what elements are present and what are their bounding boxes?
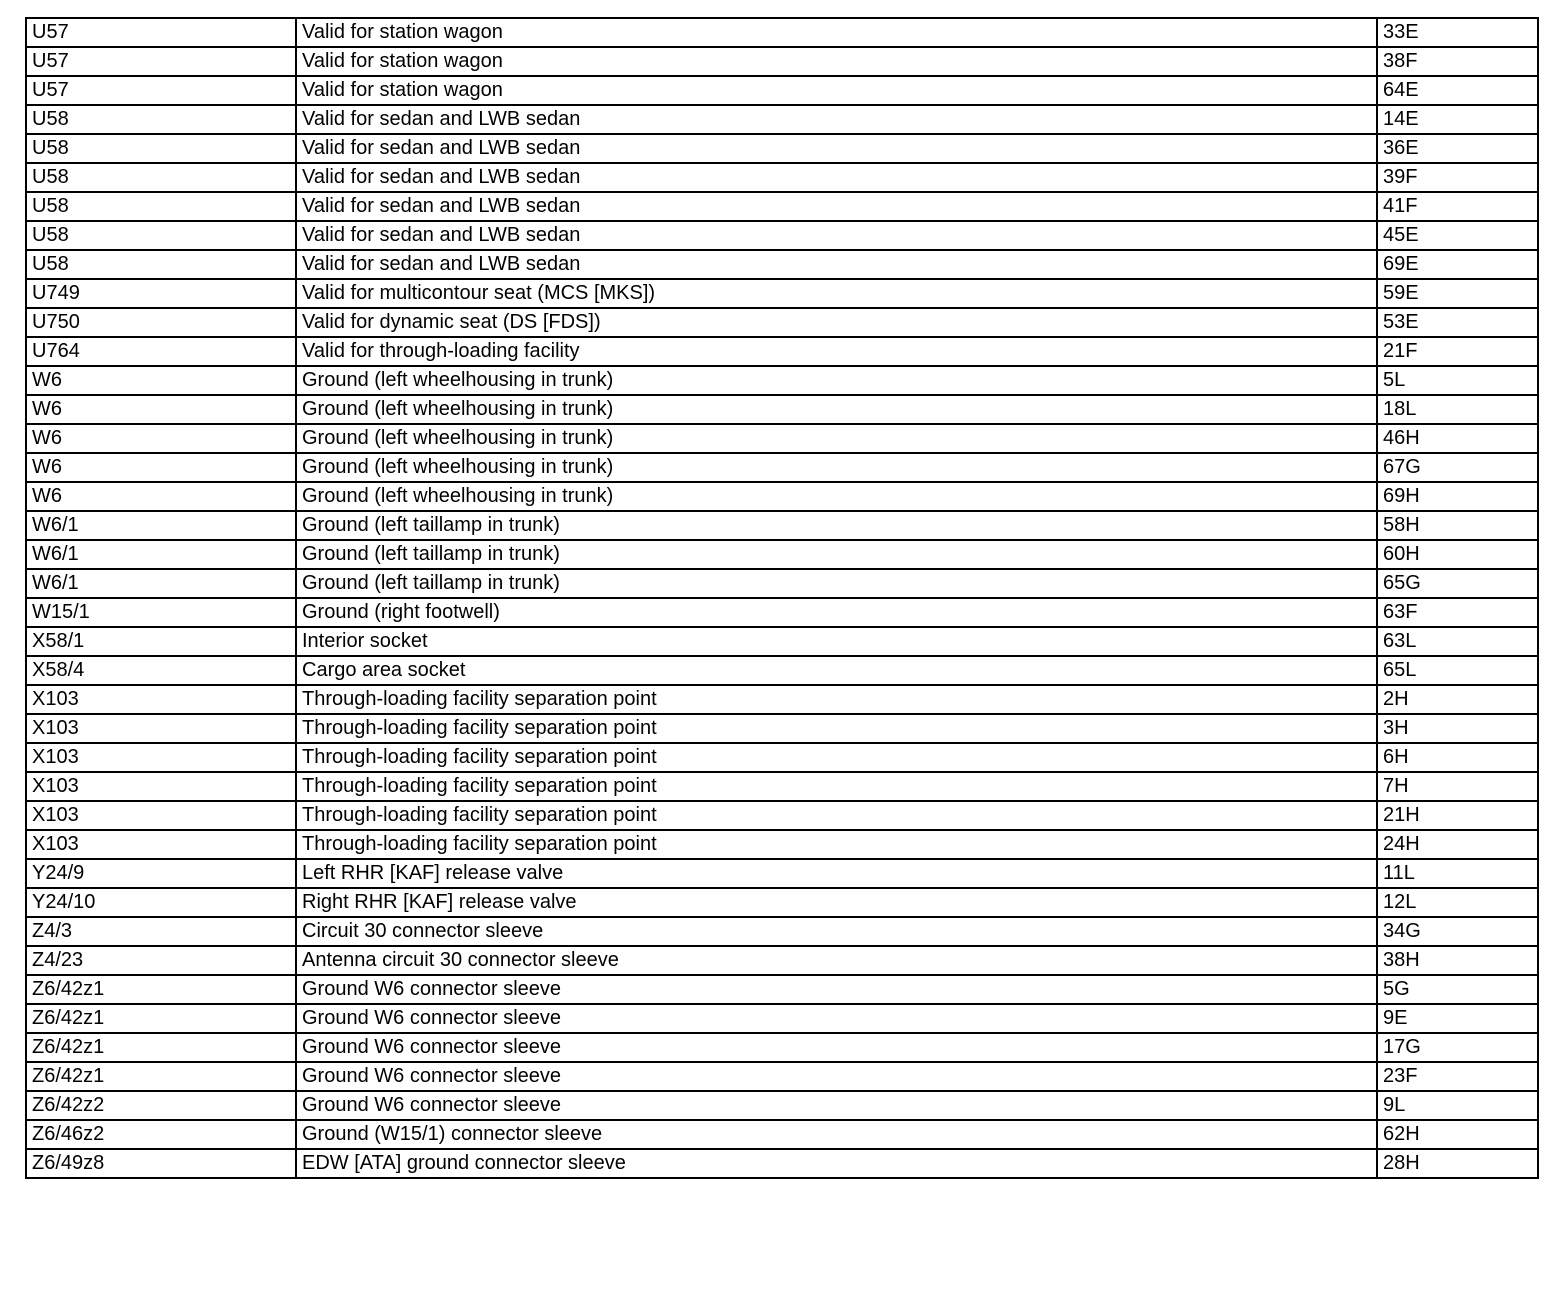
grid-reference-cell: 38F — [1377, 47, 1538, 76]
component-code-cell: X103 — [26, 743, 296, 772]
description-cell: EDW [ATA] ground connector sleeve — [296, 1149, 1377, 1178]
table-row — [26, 105, 1538, 134]
grid-reference-cell: 23F — [1377, 1062, 1538, 1091]
table-row — [26, 308, 1538, 337]
component-code-cell: U58 — [26, 134, 296, 163]
description-cell: Valid for sedan and LWB sedan — [296, 250, 1377, 279]
description-cell: Valid for station wagon — [296, 18, 1377, 47]
description-cell: Circuit 30 connector sleeve — [296, 917, 1377, 946]
component-code-cell: U58 — [26, 250, 296, 279]
grid-reference-cell: 2H — [1377, 685, 1538, 714]
component-code-cell: Z6/42z2 — [26, 1091, 296, 1120]
component-code-cell: Y24/9 — [26, 859, 296, 888]
grid-reference-cell: 21H — [1377, 801, 1538, 830]
component-code-cell: X58/1 — [26, 627, 296, 656]
description-cell: Ground (right footwell) — [296, 598, 1377, 627]
component-code-cell: Z6/42z1 — [26, 1062, 296, 1091]
grid-reference-cell: 18L — [1377, 395, 1538, 424]
component-code-cell: U764 — [26, 337, 296, 366]
grid-reference-cell: 21F — [1377, 337, 1538, 366]
grid-reference-cell: 41F — [1377, 192, 1538, 221]
component-code-cell: X103 — [26, 714, 296, 743]
table-row — [26, 540, 1538, 569]
component-code-cell: Z6/49z8 — [26, 1149, 296, 1178]
description-cell: Valid for station wagon — [296, 76, 1377, 105]
table-row — [26, 76, 1538, 105]
grid-reference-cell: 69H — [1377, 482, 1538, 511]
component-code-cell: U58 — [26, 105, 296, 134]
table-row — [26, 482, 1538, 511]
grid-reference-cell: 46H — [1377, 424, 1538, 453]
description-cell: Left RHR [KAF] release valve — [296, 859, 1377, 888]
grid-reference-cell: 39F — [1377, 163, 1538, 192]
description-cell: Ground (W15/1) connector sleeve — [296, 1120, 1377, 1149]
table-row — [26, 772, 1538, 801]
grid-reference-cell: 33E — [1377, 18, 1538, 47]
table-row — [26, 453, 1538, 482]
component-code-cell: U58 — [26, 192, 296, 221]
description-cell: Valid for sedan and LWB sedan — [296, 192, 1377, 221]
component-code-cell: X103 — [26, 685, 296, 714]
table-row — [26, 163, 1538, 192]
description-cell: Cargo area socket — [296, 656, 1377, 685]
grid-reference-cell: 63F — [1377, 598, 1538, 627]
component-code-cell: Z6/42z1 — [26, 1033, 296, 1062]
description-cell: Ground W6 connector sleeve — [296, 1004, 1377, 1033]
grid-reference-cell: 3H — [1377, 714, 1538, 743]
table-row — [26, 685, 1538, 714]
grid-reference-cell: 36E — [1377, 134, 1538, 163]
description-cell: Valid for through-loading facility — [296, 337, 1377, 366]
component-reference-table — [25, 17, 1539, 1179]
table-row — [26, 47, 1538, 76]
table-row — [26, 366, 1538, 395]
grid-reference-cell: 34G — [1377, 917, 1538, 946]
table-row — [26, 511, 1538, 540]
table-row — [26, 859, 1538, 888]
grid-reference-cell: 64E — [1377, 76, 1538, 105]
component-code-cell: W6 — [26, 366, 296, 395]
description-cell: Ground (left wheelhousing in trunk) — [296, 482, 1377, 511]
table-row — [26, 1004, 1538, 1033]
grid-reference-cell: 38H — [1377, 946, 1538, 975]
table-row — [26, 250, 1538, 279]
table-row — [26, 598, 1538, 627]
component-code-cell: X103 — [26, 830, 296, 859]
table-row — [26, 917, 1538, 946]
component-code-cell: U749 — [26, 279, 296, 308]
description-cell: Through-loading facility separation point — [296, 685, 1377, 714]
table-row — [26, 279, 1538, 308]
table-row — [26, 569, 1538, 598]
grid-reference-cell: 65G — [1377, 569, 1538, 598]
description-cell: Right RHR [KAF] release valve — [296, 888, 1377, 917]
table-row — [26, 134, 1538, 163]
description-cell: Interior socket — [296, 627, 1377, 656]
component-code-cell: U58 — [26, 221, 296, 250]
description-cell: Valid for sedan and LWB sedan — [296, 163, 1377, 192]
table-row — [26, 395, 1538, 424]
component-code-cell: W15/1 — [26, 598, 296, 627]
table-body — [26, 18, 1538, 1178]
description-cell: Antenna circuit 30 connector sleeve — [296, 946, 1377, 975]
table-row — [26, 656, 1538, 685]
grid-reference-cell: 7H — [1377, 772, 1538, 801]
table-row — [26, 192, 1538, 221]
grid-reference-cell: 45E — [1377, 221, 1538, 250]
component-code-cell: U57 — [26, 18, 296, 47]
grid-reference-cell: 12L — [1377, 888, 1538, 917]
table-row — [26, 946, 1538, 975]
description-cell: Ground (left wheelhousing in trunk) — [296, 424, 1377, 453]
component-code-cell: W6 — [26, 424, 296, 453]
grid-reference-cell: 9E — [1377, 1004, 1538, 1033]
table-row — [26, 888, 1538, 917]
table-row — [26, 714, 1538, 743]
component-code-cell: Z4/23 — [26, 946, 296, 975]
component-code-cell: Z6/42z1 — [26, 975, 296, 1004]
table-row — [26, 337, 1538, 366]
grid-reference-cell: 53E — [1377, 308, 1538, 337]
component-code-cell: X103 — [26, 772, 296, 801]
table-row — [26, 1091, 1538, 1120]
component-code-cell: W6/1 — [26, 569, 296, 598]
component-code-cell: U58 — [26, 163, 296, 192]
grid-reference-cell: 24H — [1377, 830, 1538, 859]
component-code-cell: Z6/42z1 — [26, 1004, 296, 1033]
component-code-cell: W6 — [26, 395, 296, 424]
description-cell: Ground W6 connector sleeve — [296, 1062, 1377, 1091]
description-cell: Ground W6 connector sleeve — [296, 1033, 1377, 1062]
description-cell: Ground W6 connector sleeve — [296, 975, 1377, 1004]
table-row — [26, 627, 1538, 656]
table-row — [26, 18, 1538, 47]
component-code-cell: X103 — [26, 801, 296, 830]
grid-reference-cell: 11L — [1377, 859, 1538, 888]
table-row — [26, 1062, 1538, 1091]
grid-reference-cell: 60H — [1377, 540, 1538, 569]
table-row — [26, 1120, 1538, 1149]
component-code-cell: U750 — [26, 308, 296, 337]
table-row — [26, 424, 1538, 453]
description-cell: Valid for sedan and LWB sedan — [296, 105, 1377, 134]
component-code-cell: U57 — [26, 76, 296, 105]
description-cell: Valid for multicontour seat (MCS [MKS]) — [296, 279, 1377, 308]
component-code-cell: Z4/3 — [26, 917, 296, 946]
description-cell: Valid for station wagon — [296, 47, 1377, 76]
grid-reference-cell: 6H — [1377, 743, 1538, 772]
description-cell: Valid for sedan and LWB sedan — [296, 221, 1377, 250]
description-cell: Through-loading facility separation point — [296, 801, 1377, 830]
component-code-cell: W6/1 — [26, 540, 296, 569]
description-cell: Ground W6 connector sleeve — [296, 1091, 1377, 1120]
table-row — [26, 1033, 1538, 1062]
description-cell: Through-loading facility separation point — [296, 772, 1377, 801]
grid-reference-cell: 59E — [1377, 279, 1538, 308]
table-row — [26, 1149, 1538, 1178]
grid-reference-cell: 14E — [1377, 105, 1538, 134]
table-row — [26, 830, 1538, 859]
component-code-cell: W6 — [26, 482, 296, 511]
component-code-cell: Y24/10 — [26, 888, 296, 917]
table-row — [26, 743, 1538, 772]
grid-reference-cell: 5L — [1377, 366, 1538, 395]
description-cell: Ground (left wheelhousing in trunk) — [296, 366, 1377, 395]
grid-reference-cell: 65L — [1377, 656, 1538, 685]
grid-reference-cell: 17G — [1377, 1033, 1538, 1062]
component-code-cell: Z6/46z2 — [26, 1120, 296, 1149]
component-code-cell: W6/1 — [26, 511, 296, 540]
grid-reference-cell: 9L — [1377, 1091, 1538, 1120]
grid-reference-cell: 69E — [1377, 250, 1538, 279]
table-row — [26, 801, 1538, 830]
description-cell: Through-loading facility separation point — [296, 830, 1377, 859]
description-cell: Ground (left wheelhousing in trunk) — [296, 453, 1377, 482]
grid-reference-cell: 5G — [1377, 975, 1538, 1004]
description-cell: Ground (left taillamp in trunk) — [296, 540, 1377, 569]
description-cell: Ground (left taillamp in trunk) — [296, 511, 1377, 540]
table-row — [26, 975, 1538, 1004]
description-cell: Ground (left wheelhousing in trunk) — [296, 395, 1377, 424]
description-cell: Through-loading facility separation point — [296, 714, 1377, 743]
description-cell: Valid for dynamic seat (DS [FDS]) — [296, 308, 1377, 337]
grid-reference-cell: 62H — [1377, 1120, 1538, 1149]
description-cell: Through-loading facility separation point — [296, 743, 1377, 772]
grid-reference-cell: 67G — [1377, 453, 1538, 482]
grid-reference-cell: 63L — [1377, 627, 1538, 656]
table-row — [26, 221, 1538, 250]
component-code-cell: X58/4 — [26, 656, 296, 685]
component-code-cell: W6 — [26, 453, 296, 482]
grid-reference-cell: 58H — [1377, 511, 1538, 540]
grid-reference-cell: 28H — [1377, 1149, 1538, 1178]
description-cell: Ground (left taillamp in trunk) — [296, 569, 1377, 598]
description-cell: Valid for sedan and LWB sedan — [296, 134, 1377, 163]
component-code-cell: U57 — [26, 47, 296, 76]
